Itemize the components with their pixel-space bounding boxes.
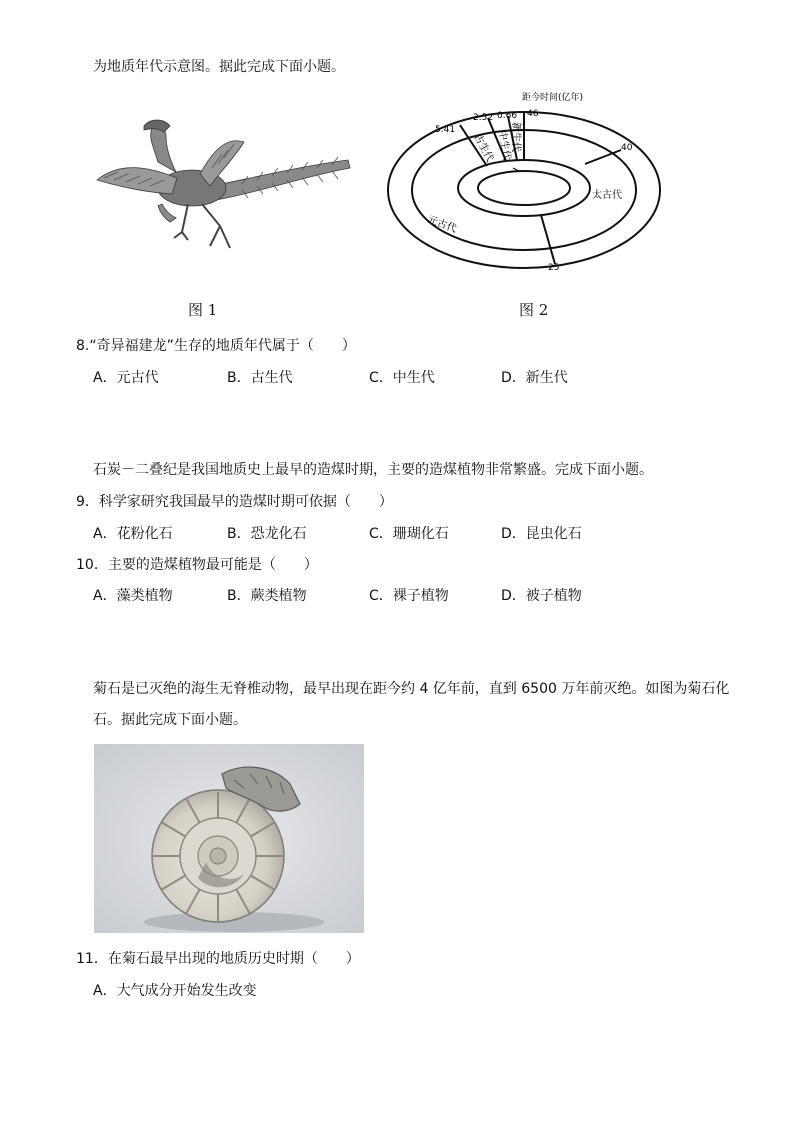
- time-axis-label: 距今时间(亿年): [522, 93, 584, 103]
- q10-option-d[interactable]: D．被子植物: [501, 588, 582, 604]
- q9-stem: 9．科学家研究我国最早的造煤时期可依据（ ）: [76, 494, 393, 510]
- time-label-25: 25: [548, 263, 560, 273]
- q9-option-b[interactable]: B．恐龙化石: [227, 526, 307, 542]
- q8-option-b[interactable]: B．古生代: [227, 370, 293, 386]
- figure1-caption: 图 1: [188, 301, 218, 319]
- section1-intro: 为地质年代示意图。据此完成下面小题。: [93, 59, 345, 75]
- era-label-paleozoic: 古生代: [471, 132, 496, 164]
- section3-intro-line2: 石。据此完成下面小题。: [93, 712, 247, 728]
- time-label-2-52: 2.52: [473, 113, 494, 123]
- era-label-proterozoic: 元古代: [425, 214, 458, 236]
- q10-option-c[interactable]: C．裸子植物: [369, 588, 449, 604]
- era-label-cenozoic: 新生代: [510, 122, 521, 152]
- ammonite-fossil-photo: [94, 744, 364, 933]
- section2-intro: 石炭－二叠纪是我国地质史上最早的造煤时期，主要的造煤植物非常繁盛。完成下面小题。: [93, 462, 653, 478]
- q8-option-d[interactable]: D．新生代: [501, 370, 568, 386]
- section3-intro-line1: 菊石是已灭绝的海生无脊椎动物，最早出现在距今约 4 亿年前，直到 6500 万年前灭绝。如图为菊石化: [93, 681, 730, 697]
- time-label-40: 40: [621, 143, 633, 153]
- figure2-caption: 图 2: [519, 301, 549, 319]
- q10-option-b[interactable]: B．蕨类植物: [227, 588, 307, 604]
- era-label-archean: 太古代: [592, 190, 622, 201]
- q9-option-d[interactable]: D．昆虫化石: [501, 526, 582, 542]
- q11-option-a[interactable]: A．大气成分开始发生改变: [93, 983, 257, 999]
- q10-option-a[interactable]: A．藻类植物: [93, 588, 173, 604]
- time-label-5-41: 5.41: [435, 125, 456, 135]
- era-label-mesozoic: 中生代: [496, 129, 513, 162]
- q9-option-a[interactable]: A．花粉化石: [93, 526, 173, 542]
- time-label-46: 46: [527, 109, 539, 119]
- geologic-time-diagram: [385, 88, 663, 278]
- q8-stem: 8.“奇异福建龙”生存的地质年代属于（ ）: [76, 338, 356, 354]
- time-label-0-66: 0.66: [497, 111, 518, 121]
- q8-option-a[interactable]: A．元古代: [93, 370, 159, 386]
- archaeopteryx-fossil-illustration: [92, 108, 354, 254]
- q11-stem: 11．在菊石最早出现的地质历史时期（ ）: [76, 951, 360, 967]
- q8-option-c[interactable]: C．中生代: [369, 370, 435, 386]
- q10-stem: 10．主要的造煤植物最可能是（ ）: [76, 557, 318, 573]
- q9-option-c[interactable]: C．珊瑚化石: [369, 526, 449, 542]
